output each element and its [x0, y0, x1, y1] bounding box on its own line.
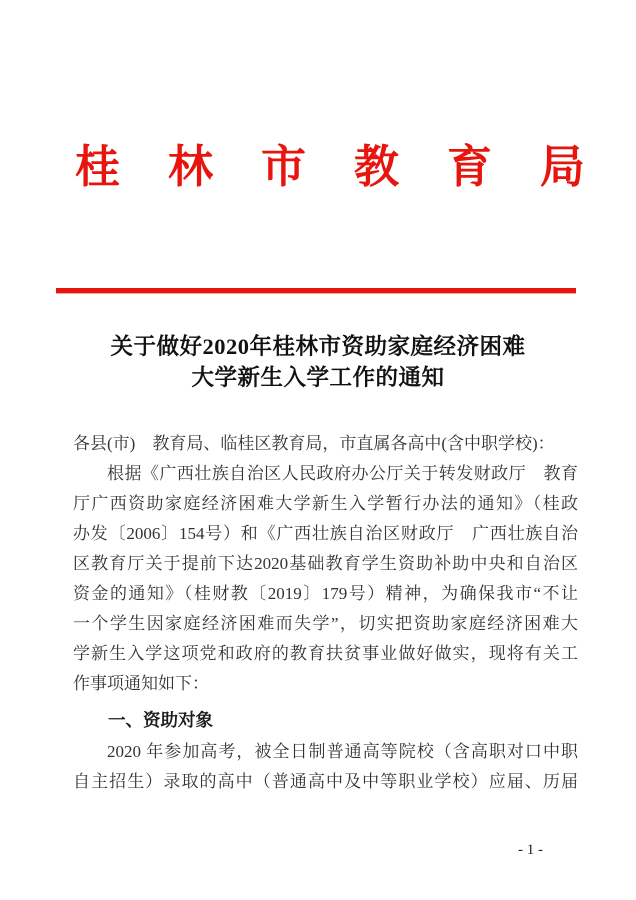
red-divider-line	[56, 288, 576, 294]
paragraph-line: 学新生入学这项党和政府的教育扶贫事业做好做实，现将有关工	[73, 644, 578, 663]
paragraph-line: 资金的通知》（桂财教〔2019〕179号）精神，为确保我市“不让	[73, 584, 578, 603]
paragraph-line: 2020 年参加高考，被全日制普通高等院校（含高职对口中职	[107, 742, 578, 761]
paragraph-line: 区教育厅关于提前下达2020基础教育学生资助补助中央和自治区	[73, 554, 578, 573]
letterhead-char: 教	[353, 142, 399, 192]
paragraph-line: 办发〔2006〕154号）和《广西壮族自治区财政厅 广西壮族自治	[73, 524, 578, 543]
letterhead-title	[75, 141, 585, 193]
letterhead-char: 育	[446, 142, 492, 192]
letterhead-char: 林	[167, 142, 213, 192]
document-title	[0, 331, 636, 393]
letterhead-char: 市	[260, 142, 306, 192]
paragraph-line: 自主招生）录取的高中（普通高中及中等职业学校）应届、历届	[73, 772, 578, 791]
paragraph-line: 厅广西资助家庭经济困难大学新生入学暂行办法的通知》（桂政	[73, 494, 578, 513]
letterhead-char: 桂	[75, 142, 121, 192]
paragraph-line: 根据《广西壮族自治区人民政府办公厅关于转发财政厅 教育	[107, 464, 578, 483]
section-heading-1: 一、资助对象	[108, 710, 213, 730]
paragraph-line: 作事项通知如下：	[73, 674, 209, 693]
document-title-line-2: 大学新生入学工作的通知	[191, 365, 445, 390]
document-title-line-1: 关于做好2020年桂林市资助家庭经济困难	[110, 334, 526, 359]
letterhead-char: 局	[539, 142, 585, 192]
page-number: - 1 -	[518, 842, 543, 858]
paragraph-line: 一个学生因家庭经济困难而失学”，切实把资助家庭经济困难大	[73, 614, 578, 633]
salutation-line: 各县(市) 教育局、临桂区教育局，市直属各高中(含中职学校)：	[73, 434, 555, 453]
document-body	[73, 429, 578, 797]
